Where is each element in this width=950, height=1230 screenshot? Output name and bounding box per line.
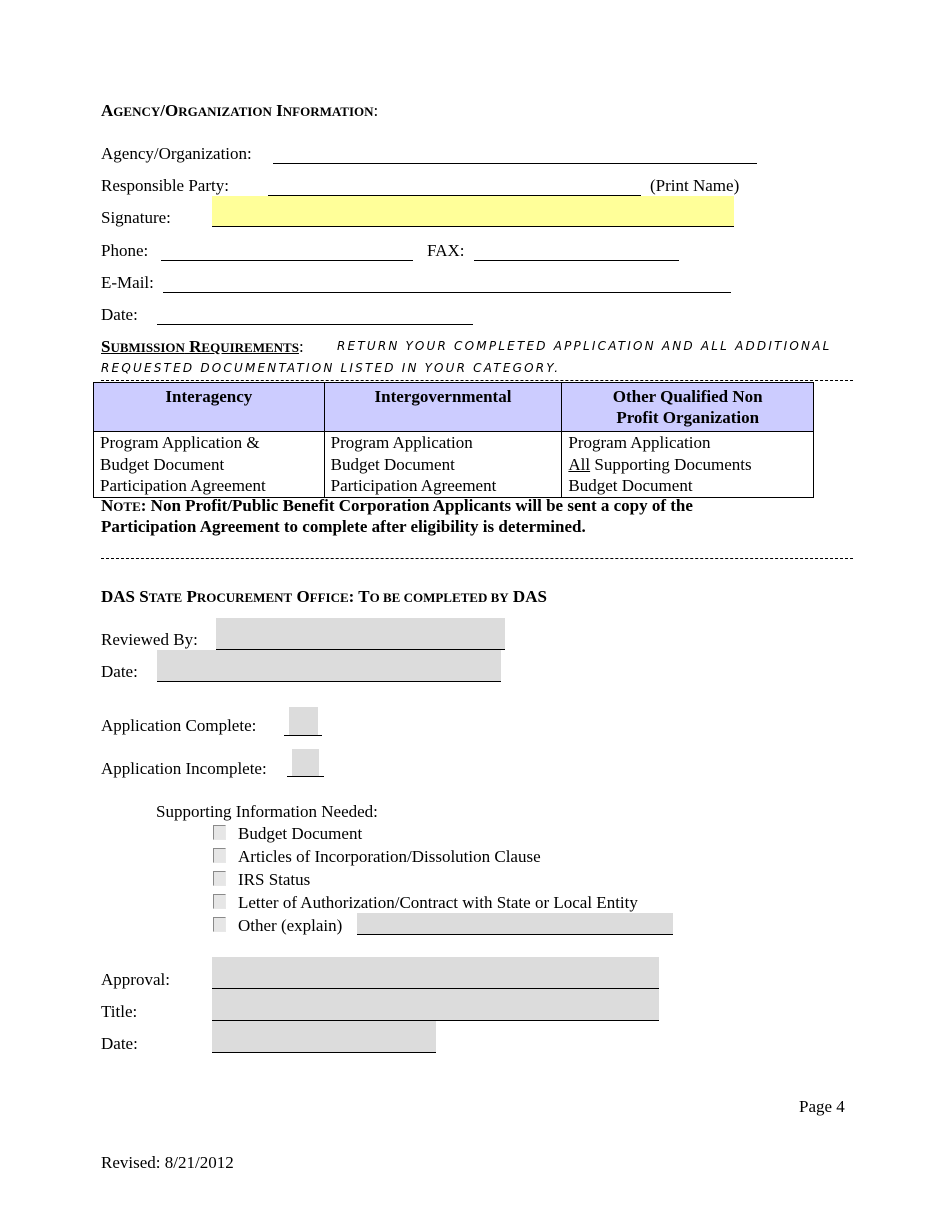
email-field[interactable] (163, 273, 731, 293)
application-complete-label: Application Complete: (101, 716, 257, 735)
das-date-field[interactable] (157, 650, 501, 682)
phone-field[interactable] (161, 241, 413, 261)
dashed-divider-top (101, 380, 853, 381)
email-label: E-Mail: (101, 273, 154, 292)
responsible-party-field[interactable] (268, 176, 641, 196)
print-name-label: (Print Name) (650, 176, 740, 195)
approval-date-field[interactable] (212, 1021, 436, 1053)
supporting-info-label: Supporting Information Needed: (156, 802, 378, 821)
responsible-party-label: Responsible Party: (101, 176, 229, 195)
title-label: Title: (101, 1002, 138, 1021)
date-label: Date: (101, 305, 138, 324)
date-field[interactable] (157, 305, 473, 325)
application-complete-underline (284, 735, 322, 736)
application-incomplete-field[interactable] (287, 749, 324, 777)
checkbox-letter-of-authorization[interactable] (213, 894, 226, 909)
table-header-nonprofit: Other Qualified Non Profit Organization (562, 383, 814, 432)
checkbox-label-articles-of-incorporation: Articles of Incorporation/Dissolution Clause (238, 847, 541, 866)
fax-field[interactable] (474, 241, 679, 261)
das-date-label: Date: (101, 662, 138, 681)
title-field[interactable] (212, 989, 659, 1021)
table-header-intergovernmental: Intergovernmental (324, 383, 562, 432)
page-number: Page 4 (799, 1097, 845, 1116)
approval-field[interactable] (212, 957, 659, 989)
checkbox-other[interactable] (213, 917, 226, 932)
fax-label: FAX: (427, 241, 465, 260)
application-incomplete-label: Application Incomplete: (101, 759, 267, 778)
submission-note-line-1: RETURN YOUR COMPLETED APPLICATION AND ALL ADDITIONAL (337, 339, 832, 353)
submission-requirements-heading: SUBMISSION REQUIREMENTS: (101, 337, 304, 356)
agency-organization-label: Agency/Organization: (101, 144, 252, 163)
submission-note-line-2: REQUESTED DOCUMENTATION LISTED IN YOUR CATEGORY. (101, 361, 561, 375)
agency-section-heading: AGENCY/ORGANIZATION INFORMATION: (101, 101, 379, 120)
checkbox-budget-document[interactable] (213, 825, 226, 840)
checkbox-label-other: Other (explain) (238, 916, 343, 935)
signature-field[interactable] (212, 196, 734, 227)
other-explain-field[interactable] (357, 913, 673, 935)
agency-organization-field[interactable] (273, 144, 757, 164)
table-cell-intergovernmental: Program Application Budget Document Participation Agreement (324, 432, 562, 498)
table-header-row (94, 383, 814, 432)
requirements-table (93, 382, 814, 498)
checkbox-articles-of-incorporation[interactable] (213, 848, 226, 863)
application-complete-field[interactable] (289, 707, 318, 735)
table-cell-interagency: Program Application & Budget Document Participation Agreement (94, 432, 325, 498)
reviewed-by-field[interactable] (216, 618, 505, 650)
dashed-divider-bottom (101, 558, 853, 559)
phone-label: Phone: (101, 241, 149, 260)
note-line-1: NOTE: Non Profit/Public Benefit Corporation Applicants will be sent a copy of the (101, 496, 693, 515)
note-line-2: Participation Agreement to complete after eligibility is determined. (101, 517, 586, 536)
checkbox-label-budget-document: Budget Document (238, 824, 363, 843)
checkbox-label-irs-status: IRS Status (238, 870, 311, 889)
checkbox-label-letter-of-authorization: Letter of Authorization/Contract with State or Local Entity (238, 893, 638, 912)
signature-label: Signature: (101, 208, 171, 227)
reviewed-by-label: Reviewed By: (101, 630, 198, 649)
table-header-interagency: Interagency (94, 383, 325, 432)
table-row (94, 432, 814, 498)
approval-label: Approval: (101, 970, 170, 989)
table-cell-nonprofit: Program Application All Supporting Documents Budget Document (562, 432, 814, 498)
das-section-heading: DAS STATE PROCUREMENT OFFICE: TO BE COMPLETED BY DAS (101, 587, 547, 606)
checkbox-irs-status[interactable] (213, 871, 226, 886)
revised-date: Revised: 8/21/2012 (101, 1153, 234, 1172)
approval-date-label: Date: (101, 1034, 138, 1053)
